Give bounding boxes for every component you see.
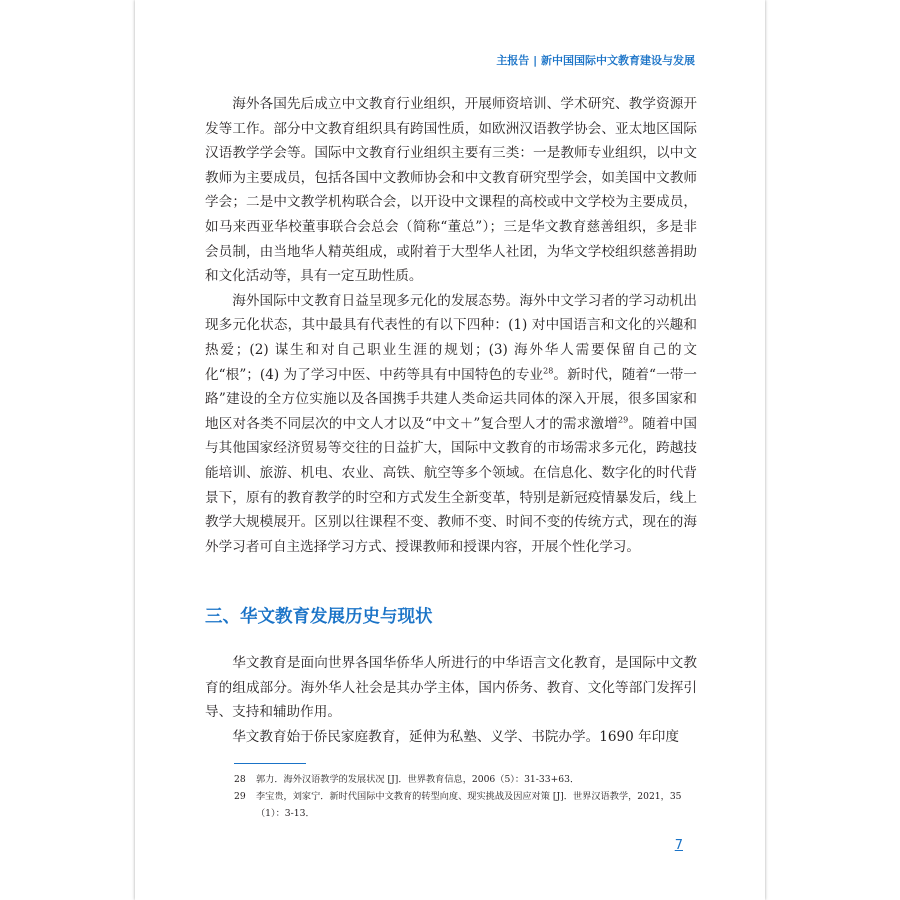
- paragraph-diversification: [205, 289, 697, 560]
- paragraph-text-part: 。随着中国与其他国家经济贸易等交往的日益扩大，国际中文教育的市场需求多元化，跨越技能培训、旅游、机电、农业、高铁、航空等多个领域。在信息化、数字化的时代背景下，原有的教育教学的时空和方式发生全新变革，特别是新冠疫情暴发后，线上教学大规模展开。区别以往课程不变、教师不变、时间不变的传统方式，现在的海外学习者可自主选择学习方式、授课教师和授课内容，开展个性化学习。: [205, 415, 697, 555]
- paragraph-text-part: 海外国际中文教育日益呈现多元化的发展态势。海外中文学习者的学习动机出现多元化状态，其中最具有代表性的有以下四种：(1) 对中国语言和文化的兴趣和热爱；(2) 谋生和对自己职业生涯的规划；(3) 海外华人需要保留自己的文化“根”；(4) 为了学习中医、中药等具有中国特色的专业: [205, 292, 697, 383]
- footnote-number: 29: [234, 791, 246, 802]
- footnote-item: [234, 771, 699, 788]
- footnote-text: 郭力．海外汉语教学的发展状况 [J]．世界教育信息，2006（5）：31-33+63．: [256, 774, 580, 785]
- running-header: 主报告 | 新中国国际中文教育建设与发展: [496, 54, 695, 67]
- page-number: 7: [674, 838, 683, 853]
- paragraph-text-part: 。新时代，随着“一带一路”建设的全方位实施以及各国携手共建人类命运共同体的深入开展，很多国家和地区对各类不同层次的中文人才以及“中文＋”复合型人才的需求激增: [205, 366, 697, 432]
- footnote-divider: [234, 763, 306, 764]
- document-page: [135, 0, 765, 900]
- footnotes: [234, 771, 699, 822]
- paragraph-chinese-education-origin: 华文教育始于侨民家庭教育，延伸为私塾、义学、书院办学。1690 年印度: [232, 728, 679, 745]
- section-heading: 三、华文教育发展历史与现状: [205, 607, 433, 627]
- footnote-ref-28[interactable]: 28: [543, 366, 554, 375]
- footnote-text: 李宝贵，刘家宁．新时代国际中文教育的转型向度、现实挑战及因应对策 [J]．世界汉语教学，2021，35（1）：3-13．: [256, 791, 682, 819]
- footnote-ref-29[interactable]: 29: [618, 415, 629, 425]
- footnote-number: 28: [234, 774, 246, 785]
- body-text-bottom: [205, 651, 697, 749]
- footnote-item: [234, 788, 699, 822]
- paragraph-chinese-education-definition: 华文教育是面向世界各国华侨华人所进行的中华语言文化教育，是国际中文教育的组成部分。海外华人社会是其办学主体，国内侨务、教育、文化等部门发挥引导、支持和辅助作用。: [205, 655, 697, 721]
- paragraph-industry-organizations: 海外各国先后成立中文教育行业组织，开展师资培训、学术研究、教学资源开发等工作。部分中文教育组织具有跨国性质，如欧洲汉语教学协会、亚太地区国际汉语教学学会等。国际中文教育行业组织主要有三类：一是教师专业组织，以中文教师为主要成员，包括各国中文教师协会和中文教育研究型学会，如美国中文教师学会；二是中文教学机构联合会，以开设中文课程的高校或中文学校为主要成员，如马来西亚华校董事联合会总会（简称“董总”）；三是华文教育慈善组织，多是非会员制，由当地华人精英组成，或附着于大型华人社团，为华文学校组织慈善捐助和文化活动等，具有一定互助性质。: [205, 96, 697, 285]
- body-text-top: [205, 92, 697, 559]
